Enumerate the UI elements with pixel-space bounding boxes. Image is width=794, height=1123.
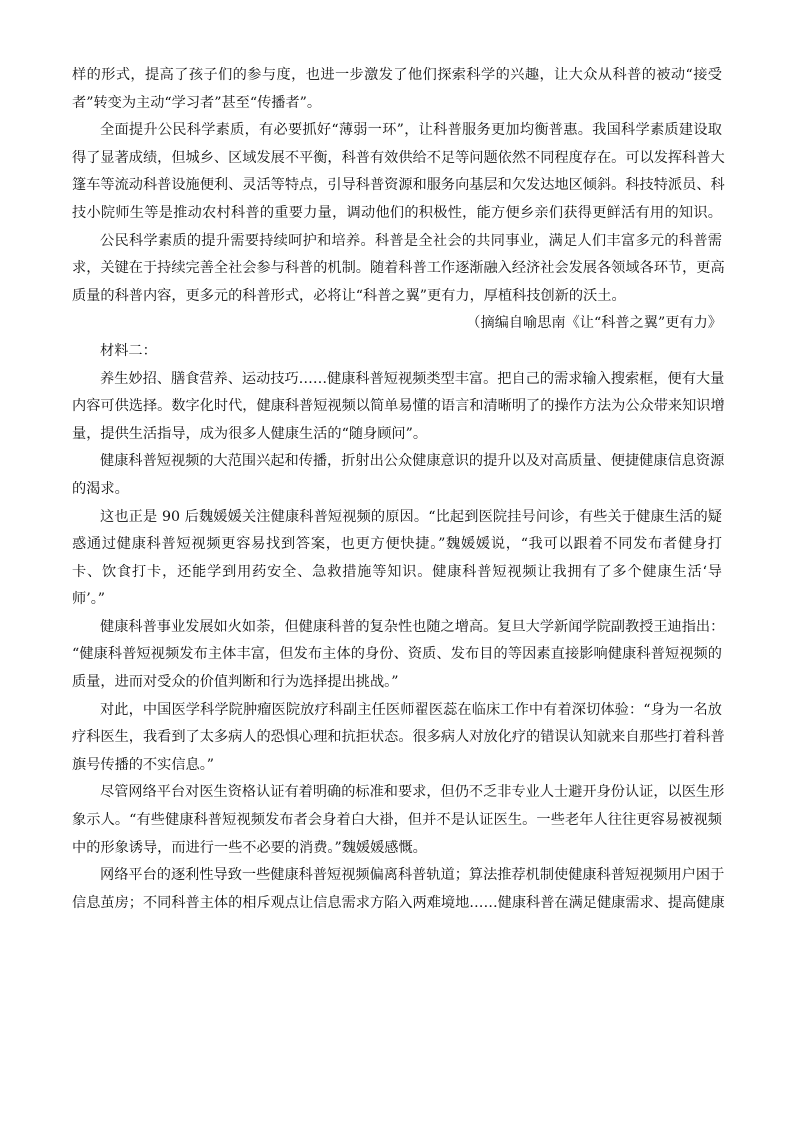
text-line: 健康科普短视频的大范围兴起和传播，折射出公众健康意识的提升以及对高质量、便捷健康信息资源	[100, 453, 725, 470]
text-line: 对此，中国医学科学院肿瘤医院放疗科副主任医师翟医蕊在临床工作中有着深切体验：“身为一名放	[100, 701, 722, 718]
text-line: 健康科普事业发展如火如荼，但健康科普的复杂性也随之增高。复旦大学新闻学院副教授王迪指出：	[100, 618, 725, 635]
text-line: 全面提升公民科学素质，有必要抓好“薄弱一环”，让科普服务更加均衡普惠。我国科学素质建设取	[100, 122, 722, 139]
text-line: 得了显著成绩，但城乡、区域发展不平衡，科普有效供给不足等问题依然不同程度存在。可以发挥科普大	[72, 149, 725, 166]
text-line: 疗科医生，我看到了太多病人的恐惧心理和抗拒状态。很多病人对放化疗的错误认知就来自那些打着科普	[72, 729, 725, 746]
text-line: 卡、饮食打卡，还能学到用药安全、急救措施等知识。健康科普短视频让我拥有了多个健康生活‘导	[72, 563, 722, 580]
text-line: 网络平台的逐利性导致一些健康科普短视频偏离科普轨道；算法推荐机制使健康科普短视频用户困于	[100, 867, 725, 884]
text-line: 惑通过健康科普短视频更容易找到答案，也更方便快捷。”魏媛媛说，“我可以跟着不同发布者健身打	[72, 536, 722, 553]
text-line: 中的形象诱导，而进行一些不必要的消费。”魏媛媛感慨。	[72, 839, 427, 856]
text-line: 求，关键在于持续完善全社会参与科普的机制。随着科普工作逐渐融入经济社会发展各领域各环节，更高	[72, 260, 725, 277]
text-line: 材料二：	[100, 342, 157, 359]
text-line: “健康科普短视频发布主体丰富，但发布主体的身份、资质、发布目的等因素直接影响健康科普短视频的	[72, 646, 722, 663]
text-line: 师’。”	[72, 591, 106, 608]
text-line: 篷车等流动科普设施便利、灵活等特点，引导科普资源和服务向基层和欠发达地区倾斜。科技特派员、科	[72, 177, 725, 194]
text-line: 尽管网络平台对医生资格认证有着明确的标准和要求，但仍不乏非专业人士避开身份认证，以医生形	[100, 784, 725, 801]
document-page	[72, 62, 725, 917]
text-line: 这也正是 90 后魏媛媛关注健康科普短视频的原因。“比起到医院挂号问诊，有些关于健康生活的疑	[100, 508, 722, 525]
text-line: 量，提供生活指导，成为很多人健康生活的“随身顾问”。	[72, 425, 428, 442]
text-line: 养生妙招、膳食营养、运动技巧……健康科普短视频类型丰富。把自己的需求输入搜索框，便有大量	[100, 370, 725, 387]
text-line: 质量的科普内容，更多元的科普形式，必将让“科普之翼”更有力，厚植科技创新的沃土。	[72, 287, 626, 304]
text-line: 的渴求。	[72, 480, 129, 497]
text-line: 技小院师生等是推动农村科普的重要力量，调动他们的积极性，能方便乡亲们获得更鲜活有用的知识。	[72, 204, 722, 221]
text-line: 旗号传播的不实信息。”	[72, 756, 215, 773]
text-line: 质量，进而对受众的价值判断和行为选择提出挑战。”	[72, 674, 399, 691]
text-line: 信息茧房；不同科普主体的相斥观点让信息需求方陷入两难境地……健康科普在满足健康需求、提高健康	[72, 894, 725, 911]
text-line: 象示人。“有些健康科普短视频发布者会身着白大褂，但并不是认证医生。一些老年人往往更容易被视频	[72, 812, 722, 829]
text-line: 公民科学素质的提升需要持续呵护和培养。科普是全社会的共同事业，满足人们丰富多元的科普需	[100, 232, 722, 249]
text-line: 样的形式，提高了孩子们的参与度，也进一步激发了他们探索科学的兴趣，让大众从科普的被动“接受	[72, 67, 722, 83]
text-line: 者”转变为主动“学习者”甚至“传播者”。	[72, 94, 322, 111]
source-citation: （摘编自喻思南《让“科普之翼”更有力》	[466, 315, 722, 332]
text-line: 内容可供选择。数字化时代，健康科普短视频以简单易懂的语言和清晰明了的操作方法为公众带来知识增	[72, 398, 725, 415]
